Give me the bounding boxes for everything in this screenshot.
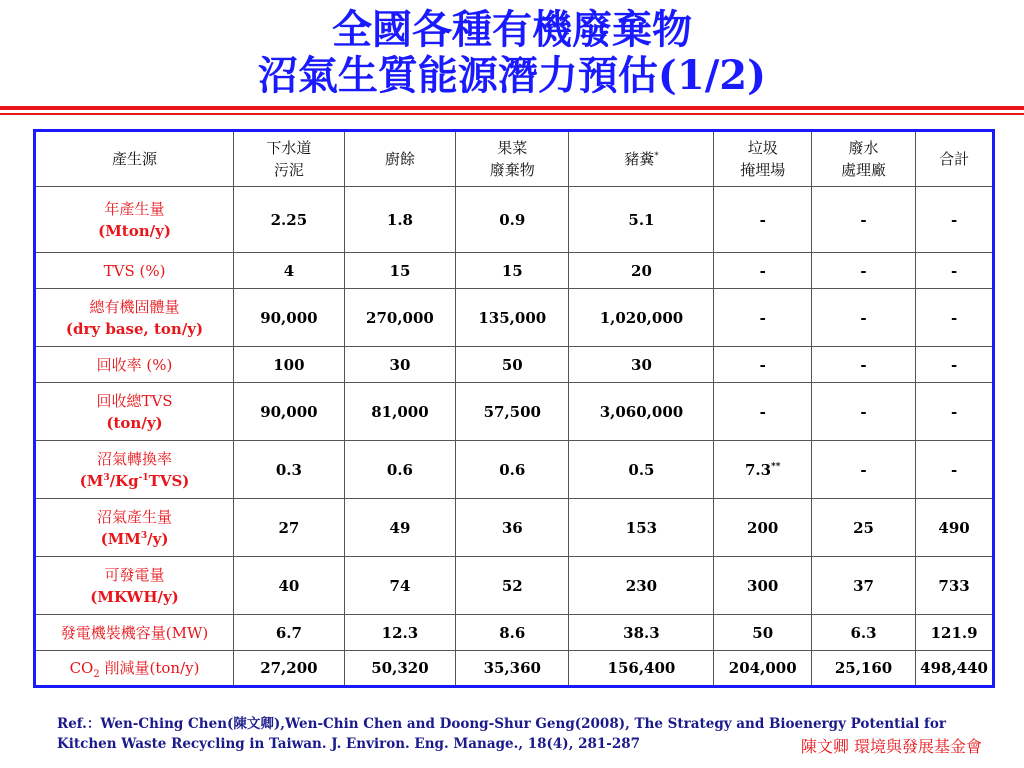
table-cell: [569, 615, 714, 651]
table-cell: [344, 441, 455, 499]
table-cell: [916, 651, 994, 687]
row-label-line-2: $(MM^3/y)$: [100, 529, 169, 548]
table-cell: [916, 441, 994, 499]
table-cell: [916, 615, 994, 651]
table-cell: [714, 557, 811, 615]
cell-value: 50: [501, 355, 523, 374]
cell-value: 35,360: [483, 659, 541, 677]
table-cell: [916, 289, 994, 347]
cell-value: -: [950, 402, 958, 421]
col-header-pig-manure: 豬糞*: [569, 131, 714, 187]
table-row: [35, 347, 994, 383]
table-cell: [344, 383, 455, 441]
table-cell: [916, 557, 994, 615]
table-cell: [569, 347, 714, 383]
row-label: [35, 557, 234, 615]
table-cell: [344, 289, 455, 347]
cell-value: 7.3: [744, 460, 772, 479]
table-cell: [811, 187, 915, 253]
table-cell: [569, 557, 714, 615]
table-cell: [714, 253, 811, 289]
cell-value: 135,000: [478, 308, 547, 327]
cell-value: 30: [389, 355, 411, 374]
table-cell: [234, 615, 345, 651]
row-label: [35, 615, 234, 651]
table-cell: [714, 347, 811, 383]
table-row: [35, 615, 994, 651]
cell-value: 90,000: [260, 308, 318, 327]
table-header-row: [35, 131, 994, 187]
cell-value: 38.3: [623, 623, 660, 642]
table-cell: [569, 499, 714, 557]
cell-value: 20: [631, 261, 652, 280]
cell-value: 27: [278, 518, 300, 537]
table-cell: [344, 347, 455, 383]
col-header-food-waste: 廚餘: [344, 131, 455, 187]
col-header-total: 合計: [916, 131, 994, 187]
table-cell: [811, 347, 915, 383]
cell-value: -: [759, 210, 766, 229]
table-cell: [456, 347, 569, 383]
table-cell: [456, 253, 569, 289]
table-cell: [234, 383, 345, 441]
table-cell: [456, 615, 569, 651]
table-row: [35, 289, 994, 347]
cell-value: -: [860, 460, 867, 479]
cell-value: 49: [389, 518, 411, 537]
table-cell: [714, 499, 811, 557]
table-cell: [569, 253, 714, 289]
cell-value: 204,000: [728, 659, 797, 677]
row-label: [35, 499, 234, 557]
cell-value: 74: [389, 576, 411, 595]
table-cell: [344, 651, 455, 687]
table-row: [35, 499, 994, 557]
cell-value: 490: [938, 518, 970, 537]
row-label-line-1: $CO_2$ 削減量(ton/y): [69, 659, 200, 680]
cell-value: -: [950, 460, 958, 479]
row-label-line-1: 可發電量: [104, 565, 165, 584]
table-cell: [234, 499, 345, 557]
footnote-marker: **: [771, 461, 781, 472]
row-label: [35, 347, 234, 383]
row-label-line-1: 總有機固體量: [89, 297, 180, 316]
cell-value: 0.6: [499, 460, 526, 479]
cell-value: -: [950, 355, 958, 374]
cell-value: 50,320: [371, 659, 429, 677]
col-header-source: 產生源: [35, 131, 234, 187]
table-cell: [811, 651, 915, 687]
table-cell: [234, 557, 345, 615]
cell-value: -: [759, 402, 766, 421]
cell-value: -: [759, 261, 766, 280]
cell-value: 121.9: [930, 623, 978, 642]
cell-value: 156,400: [607, 659, 676, 677]
cell-value: 270,000: [366, 308, 434, 327]
table-cell: [344, 187, 455, 253]
table-cell: [811, 383, 915, 441]
table-cell: [456, 289, 569, 347]
table-cell: [344, 499, 455, 557]
table-cell: [234, 651, 345, 687]
cell-value: 27,200: [260, 659, 318, 677]
title-underline-thick: [0, 106, 1024, 110]
cell-value: 4: [283, 261, 295, 280]
table-cell: [456, 441, 569, 499]
cell-value: -: [860, 355, 867, 374]
cell-value: 5.1: [628, 210, 655, 229]
table-cell: [811, 289, 915, 347]
table-cell: [811, 615, 915, 651]
row-label-line-1: 回收總TVS: [96, 391, 173, 410]
page-title-line-1: 全國各種有機廢棄物: [332, 6, 692, 53]
cell-value: 15: [389, 261, 411, 280]
reference-line-2: Kitchen Waste Recycling in Taiwan. J. Environ. Eng. Manage., 18(4), 281-287: [57, 736, 641, 752]
row-label-line-1: 年產生量: [104, 199, 165, 218]
table-cell: [714, 651, 811, 687]
cell-value: -: [860, 308, 867, 327]
table-cell: [811, 557, 915, 615]
table-cell: [916, 499, 994, 557]
cell-value: 25: [853, 518, 874, 537]
cell-value: 100: [273, 355, 305, 374]
cell-value: -: [860, 261, 867, 280]
table-cell: [234, 347, 345, 383]
row-label-line-1: 發電機裝機容量(MW): [60, 623, 209, 642]
biogas-potential-table: [33, 129, 995, 688]
table-cell: [569, 651, 714, 687]
table-row: [35, 441, 994, 499]
col-header-landfill: 垃圾 掩埋場: [714, 131, 811, 187]
table-cell: [714, 441, 811, 499]
row-label-line-2: (Mton/y): [98, 221, 171, 240]
cell-value: -: [860, 210, 867, 229]
cell-value: 90,000: [260, 402, 318, 421]
page-title-line-2: 沼氣生質能源潛力預估(1/2): [257, 52, 767, 99]
cell-value: 25,160: [834, 659, 893, 677]
cell-value: 81,000: [371, 402, 429, 421]
table-cell: [916, 253, 994, 289]
table-cell: [344, 253, 455, 289]
table-cell: [569, 383, 714, 441]
table-cell: [811, 441, 915, 499]
row-label-line-2: (dry base, ton/y): [65, 319, 204, 338]
row-label: [35, 651, 234, 687]
cell-value: 153: [625, 518, 658, 537]
cell-value: 230: [625, 576, 658, 595]
table-cell: [456, 557, 569, 615]
row-label-line-1: 沼氣產生量: [97, 507, 173, 526]
cell-value: 36: [501, 518, 523, 537]
title-underline-thin: [0, 113, 1024, 115]
row-label-line-2: (MKWH/y): [90, 587, 179, 606]
table-cell: [234, 253, 345, 289]
row-label: [35, 441, 234, 499]
table-cell: [234, 441, 345, 499]
col-header-sewage-sludge: 下水道 污泥: [234, 131, 345, 187]
cell-value: 52: [501, 576, 523, 595]
cell-value: 2.25: [270, 210, 308, 229]
row-label: [35, 253, 234, 289]
cell-value: 12.3: [381, 623, 419, 642]
table-cell: [714, 187, 811, 253]
cell-value: 300: [747, 576, 779, 595]
row-label-line-2: (ton/y): [106, 413, 163, 432]
row-label-line-1: 沼氣轉換率: [97, 449, 173, 468]
table-cell: [234, 289, 345, 347]
author-credit: 陳文卿 環境與發展基金會: [800, 737, 982, 756]
table-cell: [916, 347, 994, 383]
table-row: [35, 383, 994, 441]
cell-value: -: [950, 308, 958, 327]
cell-value: -: [759, 355, 766, 374]
cell-value: 733: [938, 576, 970, 595]
table-cell: [456, 187, 569, 253]
table-cell: [456, 499, 569, 557]
table-row: [35, 557, 994, 615]
table-cell: [456, 651, 569, 687]
cell-value: -: [860, 402, 867, 421]
cell-value: 15: [501, 261, 523, 280]
table-cell: [916, 383, 994, 441]
table-row: [35, 651, 994, 687]
table-cell: [714, 383, 811, 441]
cell-value: 57,500: [483, 402, 541, 421]
cell-value: -: [759, 308, 766, 327]
table-cell: [811, 253, 915, 289]
col-header-fruit-veg-waste: 果菜 廢棄物: [456, 131, 569, 187]
cell-value: 498,440: [920, 659, 988, 677]
table-cell: [714, 289, 811, 347]
row-label: [35, 383, 234, 441]
cell-value: 0.5: [628, 460, 655, 479]
cell-value: 3,060,000: [599, 402, 684, 421]
cell-value: -: [950, 261, 958, 280]
table-body: [35, 187, 994, 687]
cell-value: 6.3: [850, 623, 877, 642]
table-cell: [456, 383, 569, 441]
cell-value: 40: [278, 576, 300, 595]
cell-value: 1,020,000: [599, 308, 684, 327]
cell-value: 8.6: [499, 623, 526, 642]
reference-line-1: Ref.：Wen-Ching Chen(陳文卿),Wen-Chin Chen and Doong-Shur Geng(2008), The Strategy and Bioenergy Potential for: [57, 716, 946, 732]
table-cell: [916, 187, 994, 253]
row-label: [35, 289, 234, 347]
table-cell: [569, 187, 714, 253]
table-cell: [234, 187, 345, 253]
row-label: [35, 187, 234, 253]
table-cell: [569, 289, 714, 347]
table-cell: [569, 441, 714, 499]
table-cell: [811, 499, 915, 557]
table-row: [35, 253, 994, 289]
cell-value: 1.8: [386, 210, 413, 229]
table-cell: [714, 615, 811, 651]
cell-value: 0.3: [275, 460, 302, 479]
row-label-line-2: $(M^3/Kg^{-1}TVS)$: [79, 471, 190, 490]
cell-value: 6.7: [275, 623, 302, 642]
table-cell: [344, 615, 455, 651]
cell-value: 30: [631, 355, 652, 374]
cell-value: -: [950, 210, 958, 229]
cell-value: 0.9: [499, 210, 526, 229]
table-row: [35, 187, 994, 253]
cell-value: 50: [752, 623, 774, 642]
table-cell: [344, 557, 455, 615]
cell-value: 0.6: [386, 460, 413, 479]
col-header-wastewater-plant: 廢水 處理廠: [811, 131, 915, 187]
row-label-line-1: 回收率 (%): [96, 355, 173, 374]
cell-value: 200: [747, 518, 779, 537]
cell-value: 37: [853, 576, 874, 595]
row-label-line-1: TVS (%): [103, 261, 166, 280]
